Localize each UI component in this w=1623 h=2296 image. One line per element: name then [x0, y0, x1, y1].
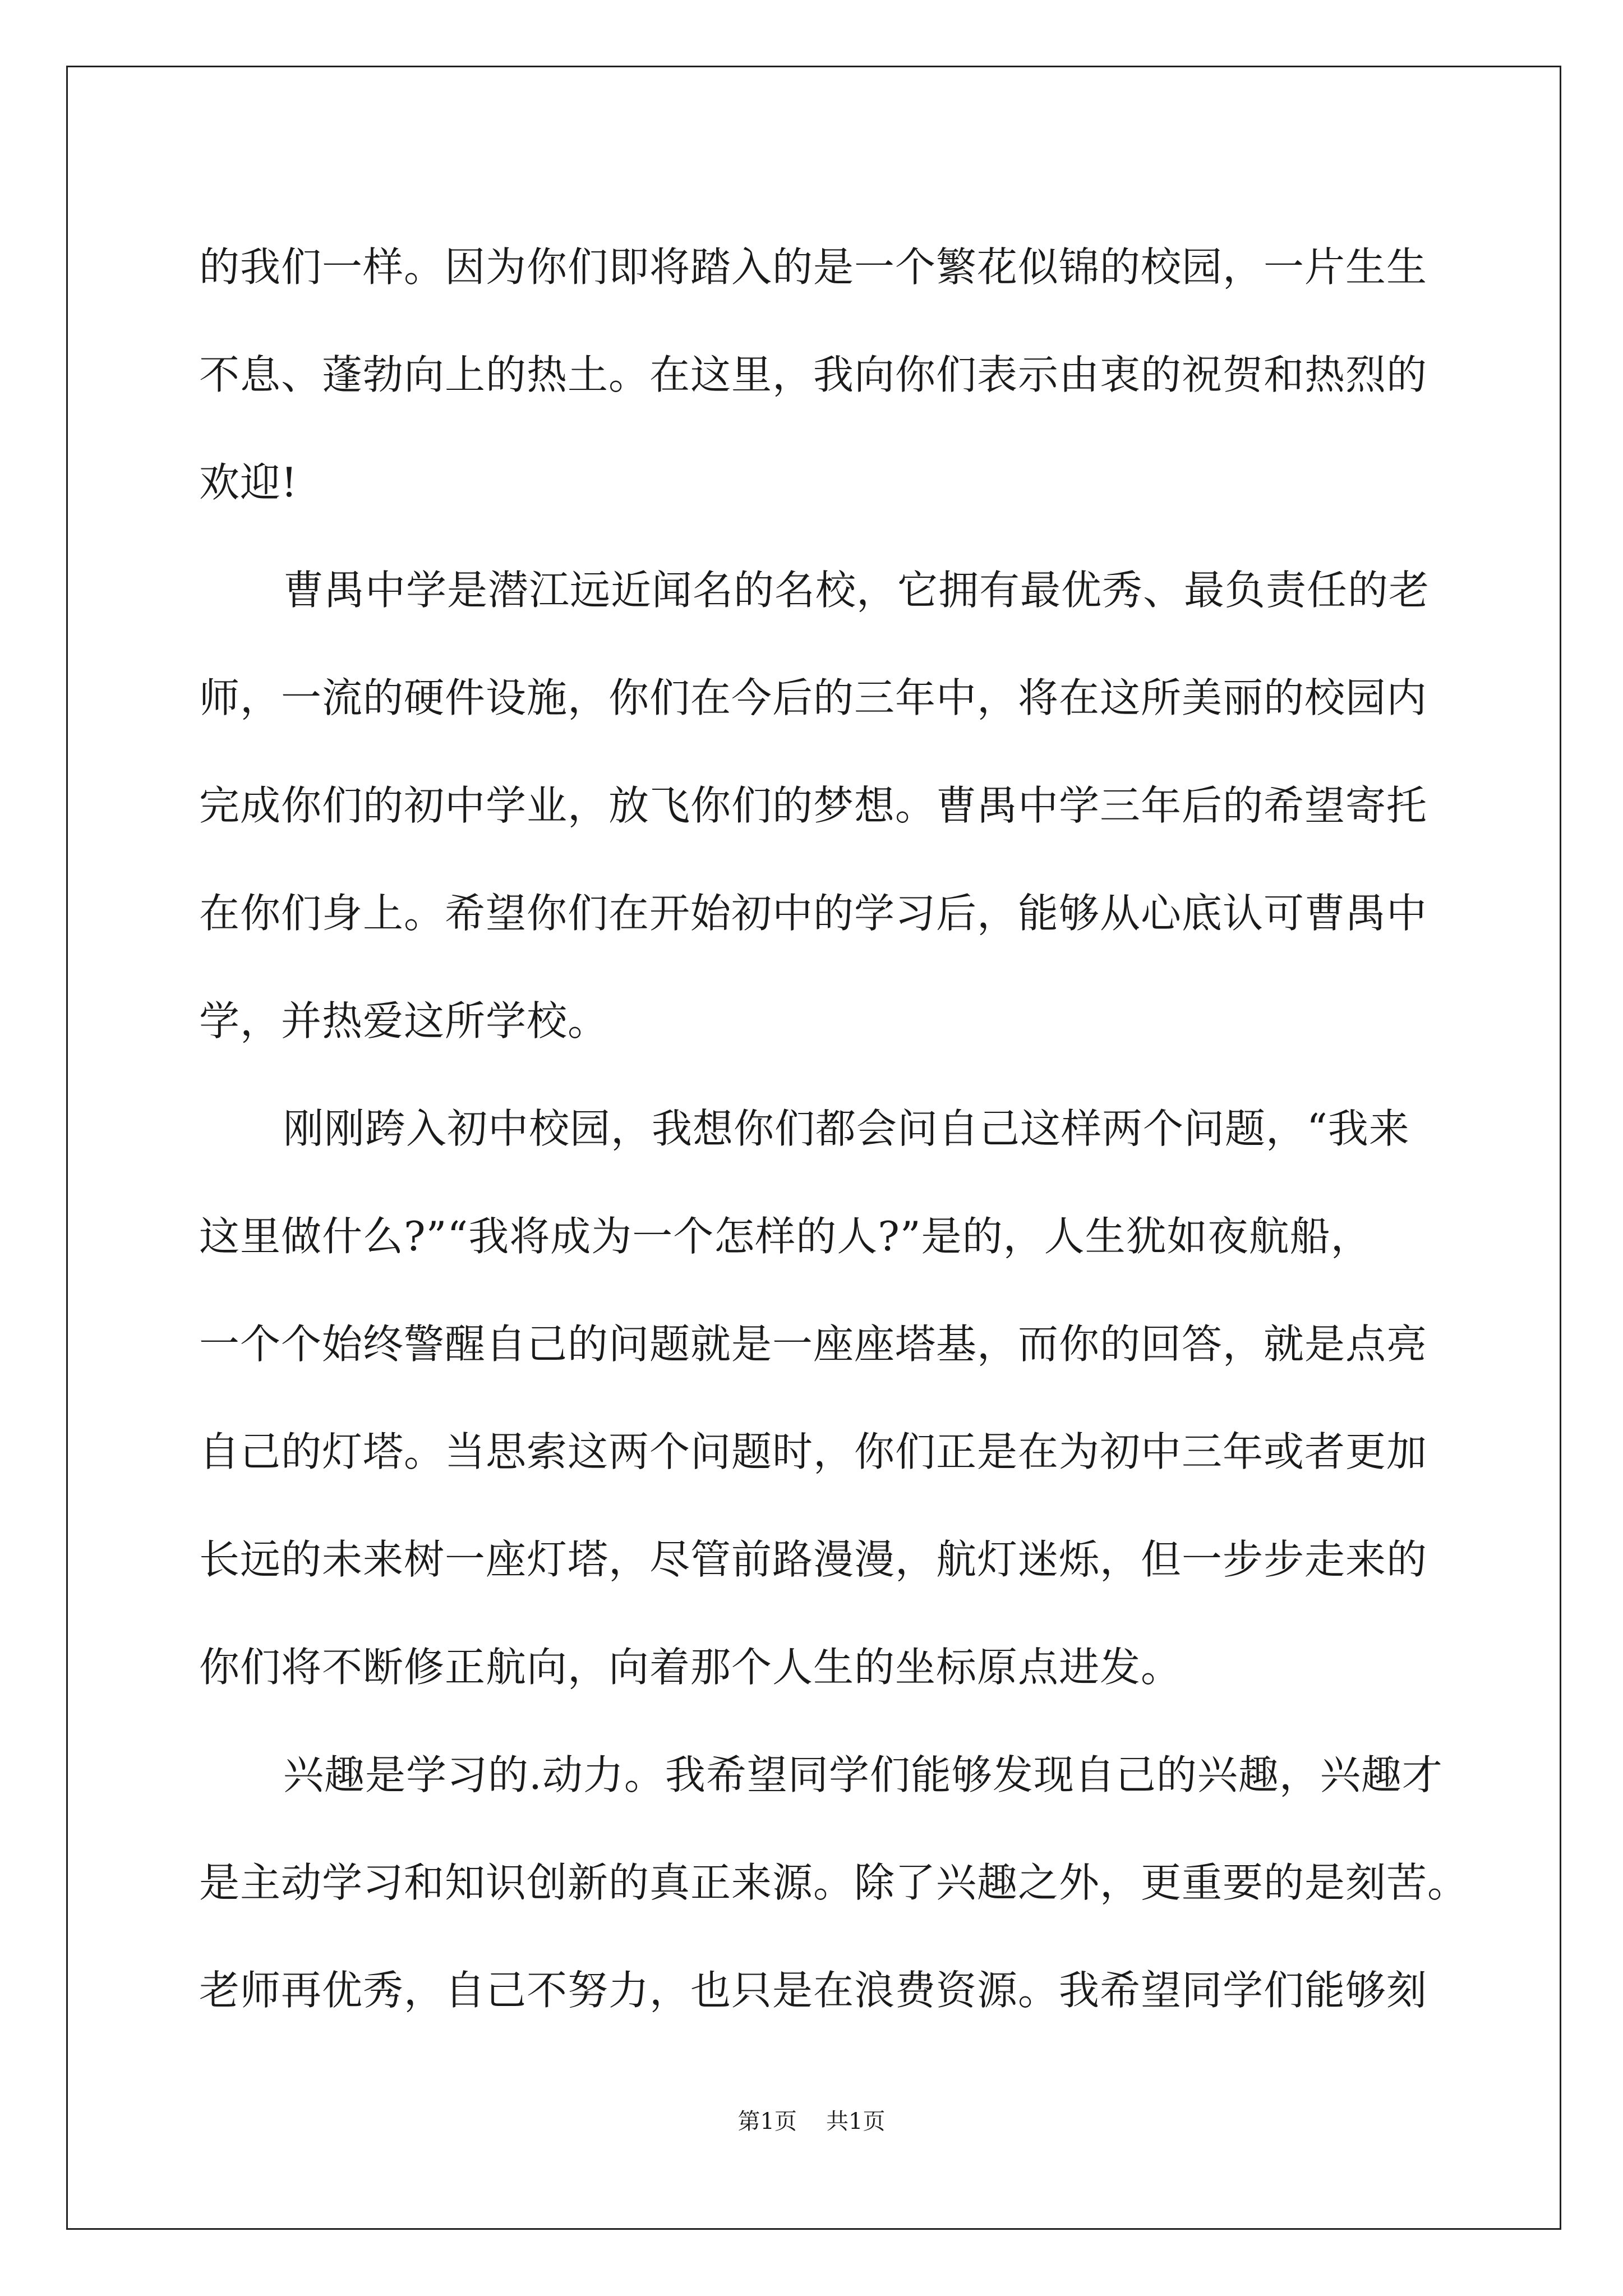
text-line: 自己的灯塔。当思索这两个问题时，你们正是在为初中三年或者更加: [199, 1428, 1428, 1475]
text-line: 一个个始终警醒自己的问题就是一座座塔基，而你的回答，就是点亮: [199, 1320, 1428, 1368]
text-line: 在你们身上。希望你们在开始初中的学习后，能够从心底认可曹禺中: [199, 890, 1428, 937]
text-line: 你们将不断修正航向，向着那个人生的坐标原点进发。: [199, 1644, 1182, 1691]
document-body: [199, 213, 1467, 2044]
text-line: 学，并热爱这所学校。: [199, 997, 609, 1045]
text-line: 师，一流的硬件设施，你们在今后的三年中，将在这所美丽的校园内: [199, 674, 1428, 721]
text-line: 不息、蓬勃向上的热土。在这里，我向你们表示由衷的祝贺和热烈的: [199, 351, 1428, 398]
text-line: 长远的未来树一座灯塔，尽管前路漫漫，航灯迷烁，但一步步走来的: [199, 1536, 1428, 1583]
paragraph: [199, 213, 1467, 536]
text-line: 完成你们的初中学业，放飞你们的梦想。曹禺中学三年后的希望寄托: [199, 782, 1428, 829]
paragraph: [199, 536, 1467, 1075]
text-line: 曹禺中学是潜江远近闻名的名校，它拥有最优秀、最负责任的老: [283, 567, 1430, 614]
page-footer: [0, 2105, 1623, 2138]
page-total: 共1页: [826, 2109, 886, 2134]
text-line: 刚刚跨入初中校园，我想你们都会问自己这样两个问题，“我来: [283, 1105, 1410, 1152]
page-number: 第1页: [737, 2109, 797, 2134]
text-line: 老师再优秀，自己不努力，也只是在浪费资源。我希望同学们能够刻: [199, 1967, 1428, 2014]
text-line: 是主动学习和知识创新的真正来源。除了兴趣之外，更重要的是刻苦。: [199, 1859, 1469, 1906]
paragraph: [199, 1721, 1467, 2044]
text-line: 兴趣是学习的.动力。我希望同学们能够发现自己的兴趣，兴趣才: [283, 1751, 1443, 1798]
text-line: 欢迎!: [199, 459, 298, 506]
text-line: 这里做什么?”“我将成为一个怎样的人?”是的，人生犹如夜航船，: [199, 1213, 1372, 1260]
text-line: 的我们一样。因为你们即将踏入的是一个繁花似锦的校园，一片生生: [199, 243, 1428, 291]
paragraph: [199, 1075, 1467, 1721]
